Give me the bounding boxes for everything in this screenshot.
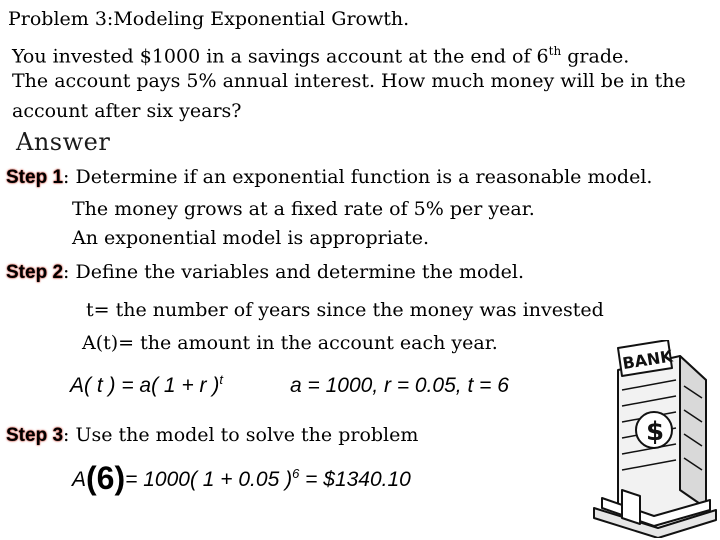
step-2-detail-1: t= the number of years since the money was invested bbox=[86, 299, 604, 321]
step-2-detail-2: A(t)= the amount in the account each year. bbox=[82, 332, 498, 354]
answer-heading: Answer bbox=[16, 128, 111, 156]
solution-formula: A(6)= 1000( 1 + 0.05 )$^6$ = $1340.10 bbox=[72, 460, 411, 496]
model-formula: A( t ) = a( 1 + r )$^t$ bbox=[70, 372, 223, 397]
problem-line-1: You invested $1000 in a savings account at the end of 6th grade. bbox=[12, 44, 630, 68]
bank-sign-text: BANK bbox=[621, 346, 674, 374]
step-1-line: Step 1: Determine if an exponential function is a reasonable model. bbox=[6, 166, 653, 188]
step-1-detail-1: The money grows at a fixed rate of 5% per year. bbox=[72, 198, 535, 220]
step-2-line: Step 2: Define the variables and determine the model. bbox=[6, 261, 525, 283]
problem-line-2: The account pays 5% annual interest. How much money will be in the bbox=[12, 70, 686, 92]
step-1-detail-2: An exponential model is appropriate. bbox=[72, 227, 430, 249]
bank-building-icon bbox=[588, 340, 718, 538]
dollar-icon: $ bbox=[646, 417, 665, 447]
problem-line-3: account after six years? bbox=[12, 100, 242, 122]
step-3-line: Step 3: Use the model to solve the problem bbox=[6, 424, 419, 446]
step-3-label: Step 3 bbox=[6, 425, 64, 446]
step-1-label: Step 1 bbox=[6, 167, 64, 188]
step-2-label: Step 2 bbox=[6, 262, 64, 283]
model-parameters: a = 1000, r = 0.05, t = 6 bbox=[290, 374, 509, 397]
problem-title: Problem 3:Modeling Exponential Growth. bbox=[8, 8, 410, 30]
